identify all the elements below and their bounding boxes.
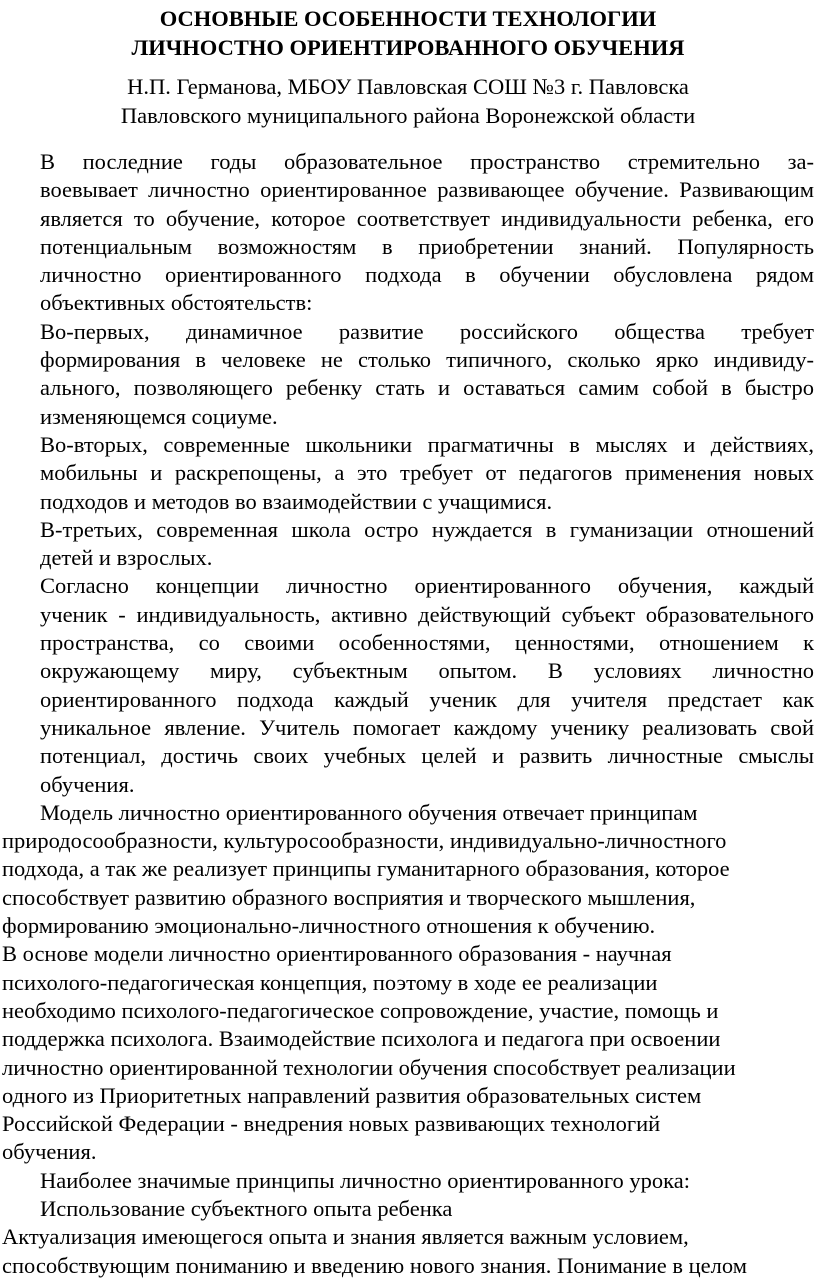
text-line: способствует развитию образного восприятия и творческого мышления, — [2, 884, 696, 910]
author-info — [2, 72, 814, 130]
text-line: является то обучение, которое соответствует индивидуальности ребенка, его — [40, 205, 814, 231]
title-line: ОСНОВНЫЕ ОСОБЕННОСТИ ТЕХНОЛОГИИ — [159, 6, 657, 31]
text-line: подхода, а так же реализует принципы гуманитарного образования, которое — [2, 856, 730, 882]
text-line: формированию эмоционально-личностного отношения к обучению. — [2, 913, 656, 939]
text-line: личностно ориентированного подхода в обучении обусловлена рядом — [40, 262, 814, 288]
text-line: поддержка психолога. Взаимодействие психолога и педагога при освоении — [2, 1026, 721, 1052]
text-line: пространства, со своими особенностями, ценностями, отношением к — [40, 630, 814, 656]
text-line: окружающему миру, субъектным опытом. В условиях личностно — [40, 658, 814, 684]
text-line: детей и взрослых. — [40, 545, 213, 571]
text-line: обучения. — [2, 1139, 97, 1165]
text-line: Во-вторых, современные школьники прагматичны в мыслях и действиях, — [40, 431, 814, 457]
body-paragraph — [2, 799, 814, 940]
text-line: психолого-педагогическая концепция, поэтому в ходе ее реализации — [2, 969, 658, 995]
text-line: Актуализация имеющегося опыта и знания является важным условием, — [2, 1224, 689, 1250]
body-paragraph — [2, 431, 814, 516]
text-line: способствующим пониманию и введению нового знания. Понимание в целом — [2, 1252, 747, 1278]
text-line: изменяющемся социуме. — [40, 403, 278, 429]
text-line: обучения. — [40, 771, 135, 797]
text-line: Российской Федерации - внедрения новых развивающих технологий — [2, 1111, 661, 1137]
text-line: природосообразности, культуросообразности, индивидуально-личностного — [2, 828, 727, 854]
body-paragraph — [2, 1167, 814, 1195]
text-line: Во-первых, динамичное развитие российского общества требует — [40, 318, 814, 344]
text-line: формирования в человеке не столько типичного, сколько ярко индивиду- — [40, 347, 814, 373]
text-line: уникальное явление. Учитель помогает каждому ученику реализовать свой — [40, 714, 814, 740]
text-line: необходимо психолого-педагогическое сопровождение, участие, помощь и — [2, 997, 719, 1023]
text-line: Наиболее значимые принципы личностно ориентированного урока: — [40, 1167, 690, 1193]
document-title — [2, 4, 814, 62]
text-line: объективных обстоятельств: — [40, 290, 313, 316]
text-line: Использование субъектного опыта ребенка — [40, 1195, 453, 1221]
text-line: личностно ориентированной технологии обучения способствует реализации — [2, 1054, 736, 1080]
body-paragraph — [2, 1195, 814, 1223]
text-line: мобильны и раскрепощены, а это требует от педагогов применения новых — [40, 460, 814, 486]
text-line: Модель личностно ориентированного обучения отвечает принципам — [40, 799, 698, 825]
body-paragraph — [2, 148, 814, 318]
text-line: Согласно концепции личностно ориентированного обучения, каждый — [40, 573, 814, 599]
text-line: ориентированного подхода каждый ученик для учителя предстает как — [40, 686, 814, 712]
title-line: ЛИЧНОСТНО ОРИЕНТИРОВАННОГО ОБУЧЕНИЯ — [131, 35, 685, 60]
text-line: воевывает личностно ориентированное развивающее обучение. Развивающим — [40, 177, 814, 203]
text-line: В основе модели личностно ориентированного образования - научная — [2, 941, 672, 967]
text-line: ученик - индивидуальность, активно действующий субъект образовательного — [40, 601, 814, 627]
text-line: одного из Приоритетных направлений развития образовательных систем — [2, 1082, 702, 1108]
document-page — [2, 0, 814, 1280]
author-line: Н.П. Германова, МБОУ Павловская СОШ №3 г. Павловска — [127, 74, 689, 99]
body-paragraph — [2, 572, 814, 798]
text-line: В последние годы образовательное пространство стремительно за- — [40, 149, 814, 174]
text-line: ального, позволяющего ребенку стать и оставаться самим собой в быстро — [40, 375, 814, 401]
text-line: потенциал, достичь своих учебных целей и развить личностные смыслы — [40, 743, 814, 769]
text-line: потенциальным возможностям в приобретении знаний. Популярность — [40, 233, 814, 259]
body-paragraph — [2, 940, 814, 1166]
author-line: Павловского муниципального района Воронежской области — [120, 103, 696, 128]
body-paragraph — [2, 318, 814, 431]
text-line: В-третьих, современная школа остро нуждается в гуманизации отношений — [40, 516, 814, 542]
text-line: подходов и методов во взаимодействии с учащимися. — [40, 488, 553, 514]
body-paragraph — [2, 516, 814, 573]
document-body — [2, 148, 814, 1280]
body-paragraph — [2, 1223, 814, 1280]
